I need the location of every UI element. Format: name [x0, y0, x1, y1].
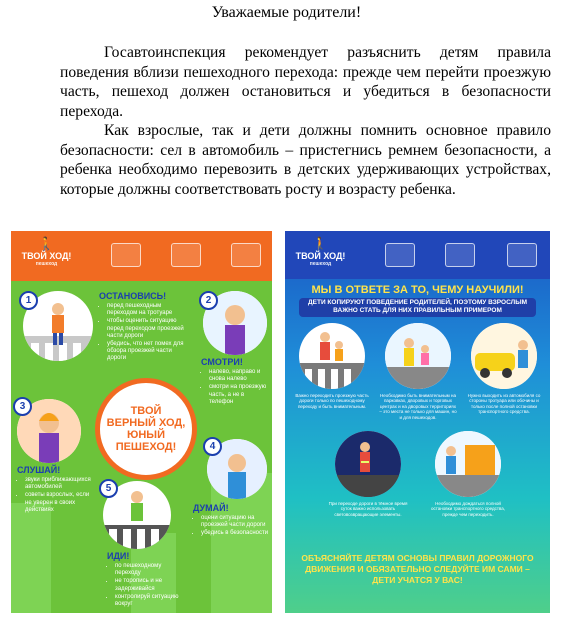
step-item: • чтобы оценить ситуацию перед переходом проезжей части дороги [107, 318, 191, 340]
poster-parents-example [285, 231, 550, 613]
scene-crossing [299, 323, 365, 389]
emblem-icon [111, 243, 141, 267]
logo-subtext: пешеход [309, 261, 332, 267]
poster-bottom-slogan: ОБЪЯСНЯЙТЕ ДЕТЯМ ОСНОВЫ ПРАВИЛ ДОРОЖНОГО ДВИЖЕНИЯ И ОБЯЗАТЕЛЬНО СЛЕДУЙТЕ ИМ САМИ – ДЕТИ УЧАТСЯ У ВАС! [301, 553, 534, 585]
step-item: • советы взрослых, если не уверен в своих действиях [25, 492, 93, 514]
logo-text: ТВОЙ ХОД! [295, 251, 346, 261]
poster-subtitle: ДЕТИ КОПИРУЮТ ПОВЕДЕНИЕ РОДИТЕЛЕЙ, ПОЭТОМУ ВЗРОСЛЫМ ВАЖНО СТАТЬ ДЛЯ НИХ ПРАВИЛЬНЫМ ПРИМЕРОМ [299, 298, 536, 317]
caption: Необходимо дождаться полной остановки транспортного средства, прежде чем переходить. [430, 501, 506, 517]
step-title: СМОТРИ! [201, 357, 243, 367]
paragraph-1: Госавтоинспекция рекомендует разъяснить детям правила поведения вблизи пешеходного перехода: прежде чем перейти проезжую часть, пешеход должен остановиться и убедиться в безопасности перехода. [60, 44, 551, 120]
emblem-icon [385, 243, 415, 267]
step-number: 1 [19, 291, 38, 310]
logo [293, 237, 348, 277]
caption: Нужно выходить из автомобиля со стороны тротуара или обочины и только после полной остановки транспортного средства. [467, 393, 541, 415]
poster-five-steps [11, 231, 272, 613]
car-exit-icon [471, 323, 537, 389]
logo-subtext: пешеход [35, 261, 58, 267]
family-crossing-icon [299, 323, 365, 389]
step-2 [201, 357, 267, 407]
step-title: СЛУШАЙ! [17, 465, 61, 475]
step-number: 5 [99, 479, 118, 498]
slogan-text: ТВОЙ ВЕРНЫЙ ХОД, ЮНЫЙ ПЕШЕХОД! [106, 405, 186, 453]
step-item: • не торопись и не задерживайся [115, 578, 187, 592]
building-shape [11, 503, 51, 613]
step-item: • убедись в безопасности [201, 530, 269, 537]
scene-exit-car [471, 323, 537, 389]
emblem-icon [507, 243, 537, 267]
step-4 [193, 503, 269, 539]
step-item: • звуки приближающихся автомобилей [25, 477, 93, 491]
caption: При переходе дороги в тёмное время суток важно использовать световозвращающие элементы. [328, 501, 408, 517]
step-item: • убедись, что нет помех для обзора проезжей части дороги [107, 341, 191, 363]
step-item: • оцени ситуацию на проезжей части дороги [201, 515, 269, 529]
step-3 [17, 465, 93, 515]
caption: Необходимо быть внимательным на парковках, дворовых и торговых центрах и на дворовых территориях – это места не только для машин, но и для пешеходов. [379, 393, 457, 420]
paragraph-2: Как взрослые, так и дети должны помнить основное правило безопасности: сел в автомобиль – пристегнись ремнем безопасности, а ребенка необходимо перевозить в детских удерживающих устройствах, которые должны соответствовать росту и возрасту ребенка. [60, 122, 551, 198]
poster-title: МЫ В ОТВЕТЕ ЗА ТО, ЧЕМУ НАУЧИЛИ! [311, 284, 524, 296]
emblem-icon [231, 243, 261, 267]
document-title: Уважаемые родители! [211, 4, 362, 21]
step-title: ИДИ! [107, 551, 130, 561]
night-crossing-icon [335, 431, 401, 497]
pedestrian-icon: 🚶 [312, 236, 329, 251]
step-item: • перед пешеходным переходом на тротуаре [107, 303, 191, 317]
emblem-icon [171, 243, 201, 267]
bus-stop-icon [435, 431, 501, 497]
step-item: • налево, направо и снова налево [209, 369, 267, 383]
step-item: • контролируй ситуацию вокруг [115, 594, 187, 608]
step-number: 3 [13, 397, 32, 416]
step-item: • смотри на проезжую часть, а не в телефон [209, 384, 267, 406]
step-1 [99, 291, 191, 364]
step-item: • по пешеходному переходу [115, 563, 187, 577]
poster-header [11, 231, 272, 281]
step-title: ОСТАНОВИСЬ! [99, 291, 167, 301]
parking-scene-icon [385, 323, 451, 389]
caption: Важно переходить проезжую часть дороги только по пешеходному переходу и быть внимательным. [295, 393, 369, 409]
pedestrian-icon: 🚶 [38, 236, 55, 251]
slogan-badge [95, 378, 197, 480]
step-number: 4 [203, 437, 222, 456]
logo-text: ТВОЙ ХОД! [21, 251, 72, 261]
emblem-icon [445, 243, 475, 267]
logo [19, 237, 74, 277]
step-title: ДУМАЙ! [193, 503, 229, 513]
step-number: 2 [199, 291, 218, 310]
poster-header [285, 231, 550, 279]
scene-bus-stop [435, 431, 501, 497]
scene-parking [385, 323, 451, 389]
step-5 [107, 551, 187, 609]
scene-night [335, 431, 401, 497]
